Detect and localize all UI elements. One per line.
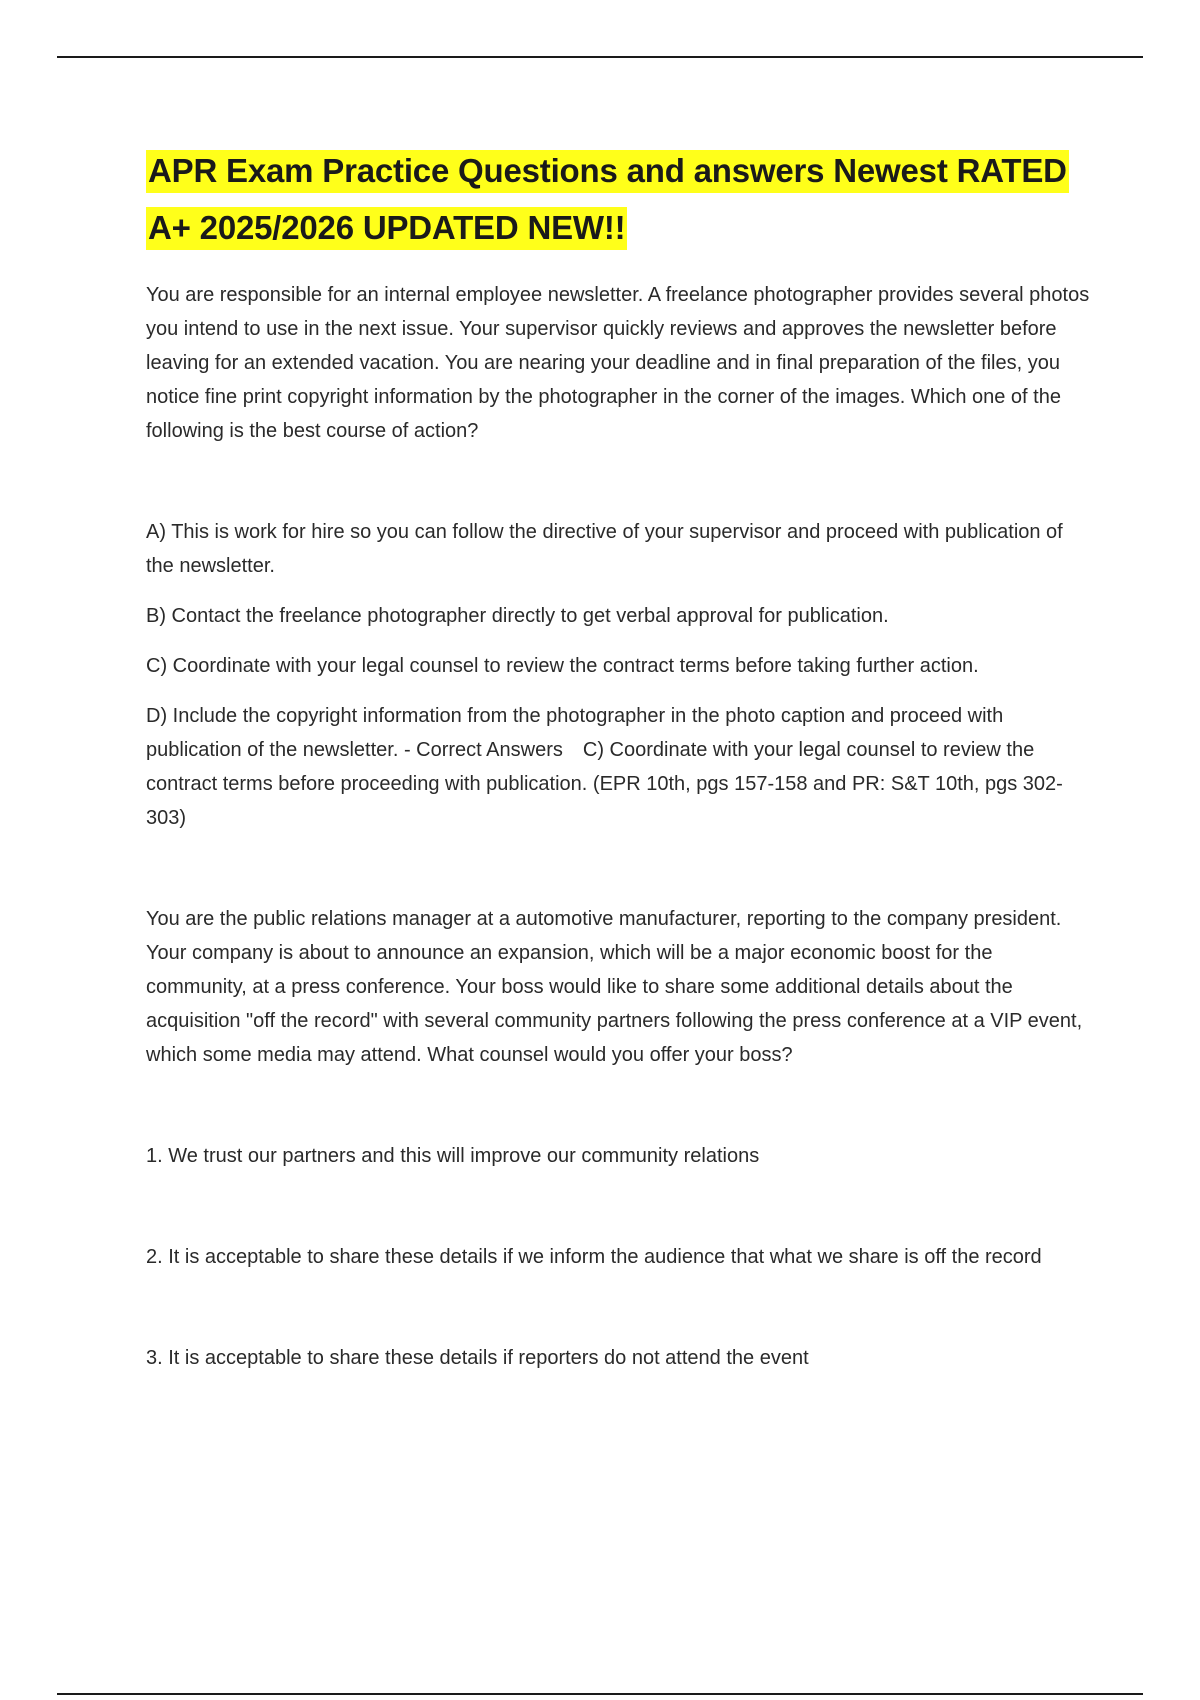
question-2-option-3: 3. It is acceptable to share these details if reporters do not attend the event [146,1347,809,1369]
document-title [146,142,1091,256]
header-rule [57,56,1143,58]
question-1-option-a: A) This is work for hire so you can follow the directive of your supervisor and proceed with publication of the newsletter. [146,521,1063,577]
question-2-prompt: You are the public relations manager at a automotive manufacturer, reporting to the company president. Your company is about to announce an expansion, which will be a major economic boost for the community, at a press conference. Your boss would like to share some additional details about the acquisition "off the record" with several community partners following the press conference at a VIP event, which some media may attend. What counsel would you offer your boss? [146,908,1083,1066]
question-1-option-d: D) Include the copyright information from the photographer in the photo caption and proceed with publication of the newsletter. - Correct Answers [146,705,1004,761]
question-1-prompt: You are responsible for an internal employee newsletter. A freelance photographer provides several photos you intend to use in the next issue. Your supervisor quickly reviews and approves the newsletter before leaving for an extended vacation. You are nearing your deadline and in final preparation of the files, you notice fine print copyright information by the photographer in the corner of the images. Which one of the following is the best course of action? [146,284,1090,442]
question-1-option-d-with-answer [146,699,1091,835]
document-body [146,142,1091,1375]
question-1-option-b: B) Contact the freelance photographer directly to get verbal approval for publication. [146,605,889,627]
question-1-option-c: C) Coordinate with your legal counsel to review the contract terms before taking further action. [146,655,979,677]
question-2-option-2: 2. It is acceptable to share these details if we inform the audience that what we share is off the record [146,1246,1042,1268]
title-highlight: APR Exam Practice Questions and answers Newest RATED A+ 2025/2026 UPDATED NEW!! [146,150,1069,250]
question-2-option-1: 1. We trust our partners and this will improve our community relations [146,1145,760,1167]
footer-rule [57,1693,1143,1695]
question-1-answer: C) Coordinate with your legal counsel to review the contract terms before proceeding with publication. (EPR 10th, pgs 157-158 and PR: S&T 10th, pgs 302-303) [146,739,1063,829]
